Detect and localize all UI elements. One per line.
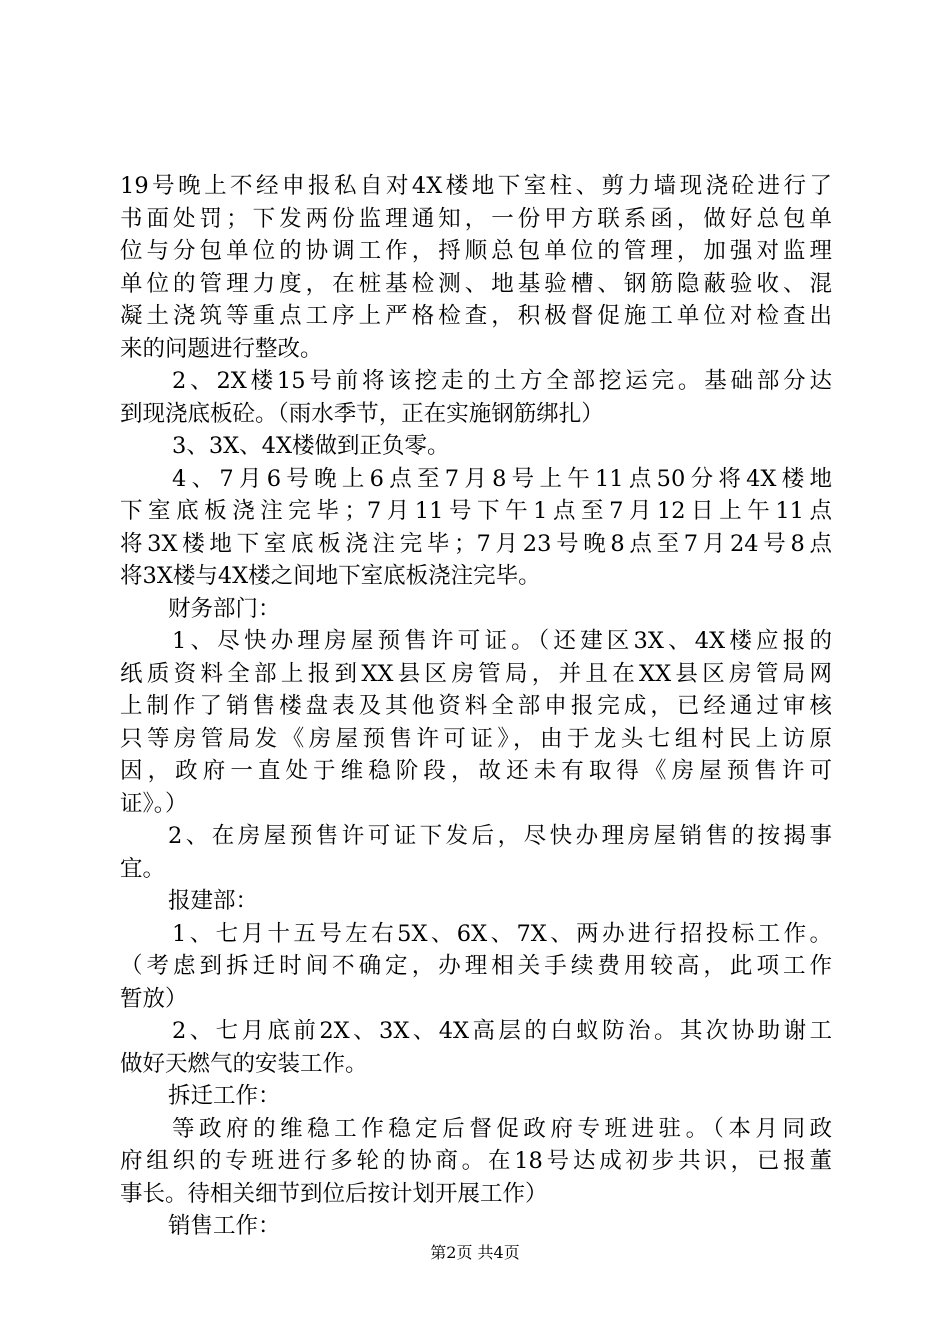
text-line: 暂放） [120,985,188,1012]
text-line: 4、7月6号晚上6点至7月8号上午11点50分将4X楼地 [172,465,832,492]
text-line: 府组织的专班进行多轮的协商。在18号达成初步共识，已报董 [120,1148,832,1174]
document-body [120,170,832,1243]
text-line: 19号晚上不经申报私自对4X楼地下室柱、剪力墙现浇砼进行了 [120,173,832,199]
text-line: 书面处罚；下发两份监理通知，一份甲方联系函，做好总包单 [120,205,832,232]
text-line: 2、2X楼15号前将该挖走的土方全部挖运完。基础部分达 [172,368,832,394]
text-line: 做好天燃气的安装工作。 [120,1050,368,1077]
text-line: 拆迁工作： [168,1083,281,1109]
text-line: 下室底板浇注完毕；7月11号下午1点至7月12日上午11点 [120,498,832,524]
text-line: 销售工作： [168,1213,281,1239]
text-line: 来的问题进行整改。 [120,335,323,362]
text-line: 到现浇底板砼。（雨水季节，正在实施钢筋绑扎） [120,400,604,427]
text-line: 2、在房屋预售许可证下发后，尽快办理房屋销售的按揭事 [168,823,832,849]
text-line: 纸质资料全部上报到XX县区房管局，并且在XX县区房管局网 [120,660,832,687]
page-footer: 第2页 共4页 [430,1243,520,1262]
text-line: （考虑到拆迁时间不确定，办理相关手续费用较高，此项工作 [120,953,832,979]
text-line: 财务部门： [168,595,281,622]
text-line: 证》。） [120,790,188,817]
text-line: 上制作了销售楼盘表及其他资料全部申报完成，已经通过审核 [120,693,832,719]
text-line: 凝土浇筑等重点工序上严格检查，积极督促施工单位对检查出 [120,303,832,329]
text-line: 1、七月十五号左右5X、6X、7X、两办进行招投标工作。 [172,920,832,947]
text-line: 1、尽快办理房屋预售许可证。（还建区3X、4X楼应报的 [172,628,832,654]
text-line: 单位的管理力度，在桩基检测、地基验槽、钢筋隐蔽验收、混 [120,270,832,297]
text-line: 因，政府一直处于维稳阶段，故还未有取得《房屋预售许可 [120,758,832,784]
text-line: 宜。 [120,855,166,882]
text-line: 将3X楼与4X楼之间地下室底板浇注完毕。 [120,563,541,589]
text-line: 等政府的维稳工作稳定后督促政府专班进驻。（本月同政 [172,1115,832,1142]
text-line: 3、3X、4X楼做到正负零。 [172,433,450,459]
text-line: 报建部： [168,888,259,914]
text-line: 位与分包单位的协调工作，捋顺总包单位的管理，加强对监理 [120,238,832,264]
text-line: 只等房管局发《房屋预售许可证》，由于龙头七组村民上访原 [120,725,832,752]
text-line: 将3X楼地下室底板浇注完毕；7月23号晚8点至7月24号8点 [120,530,832,557]
text-line: 2、七月底前2X、3X、4X高层的白蚁防治。其次协助谢工 [172,1018,832,1044]
text-line: 事长。待相关细节到位后按计划开展工作） [120,1180,548,1207]
